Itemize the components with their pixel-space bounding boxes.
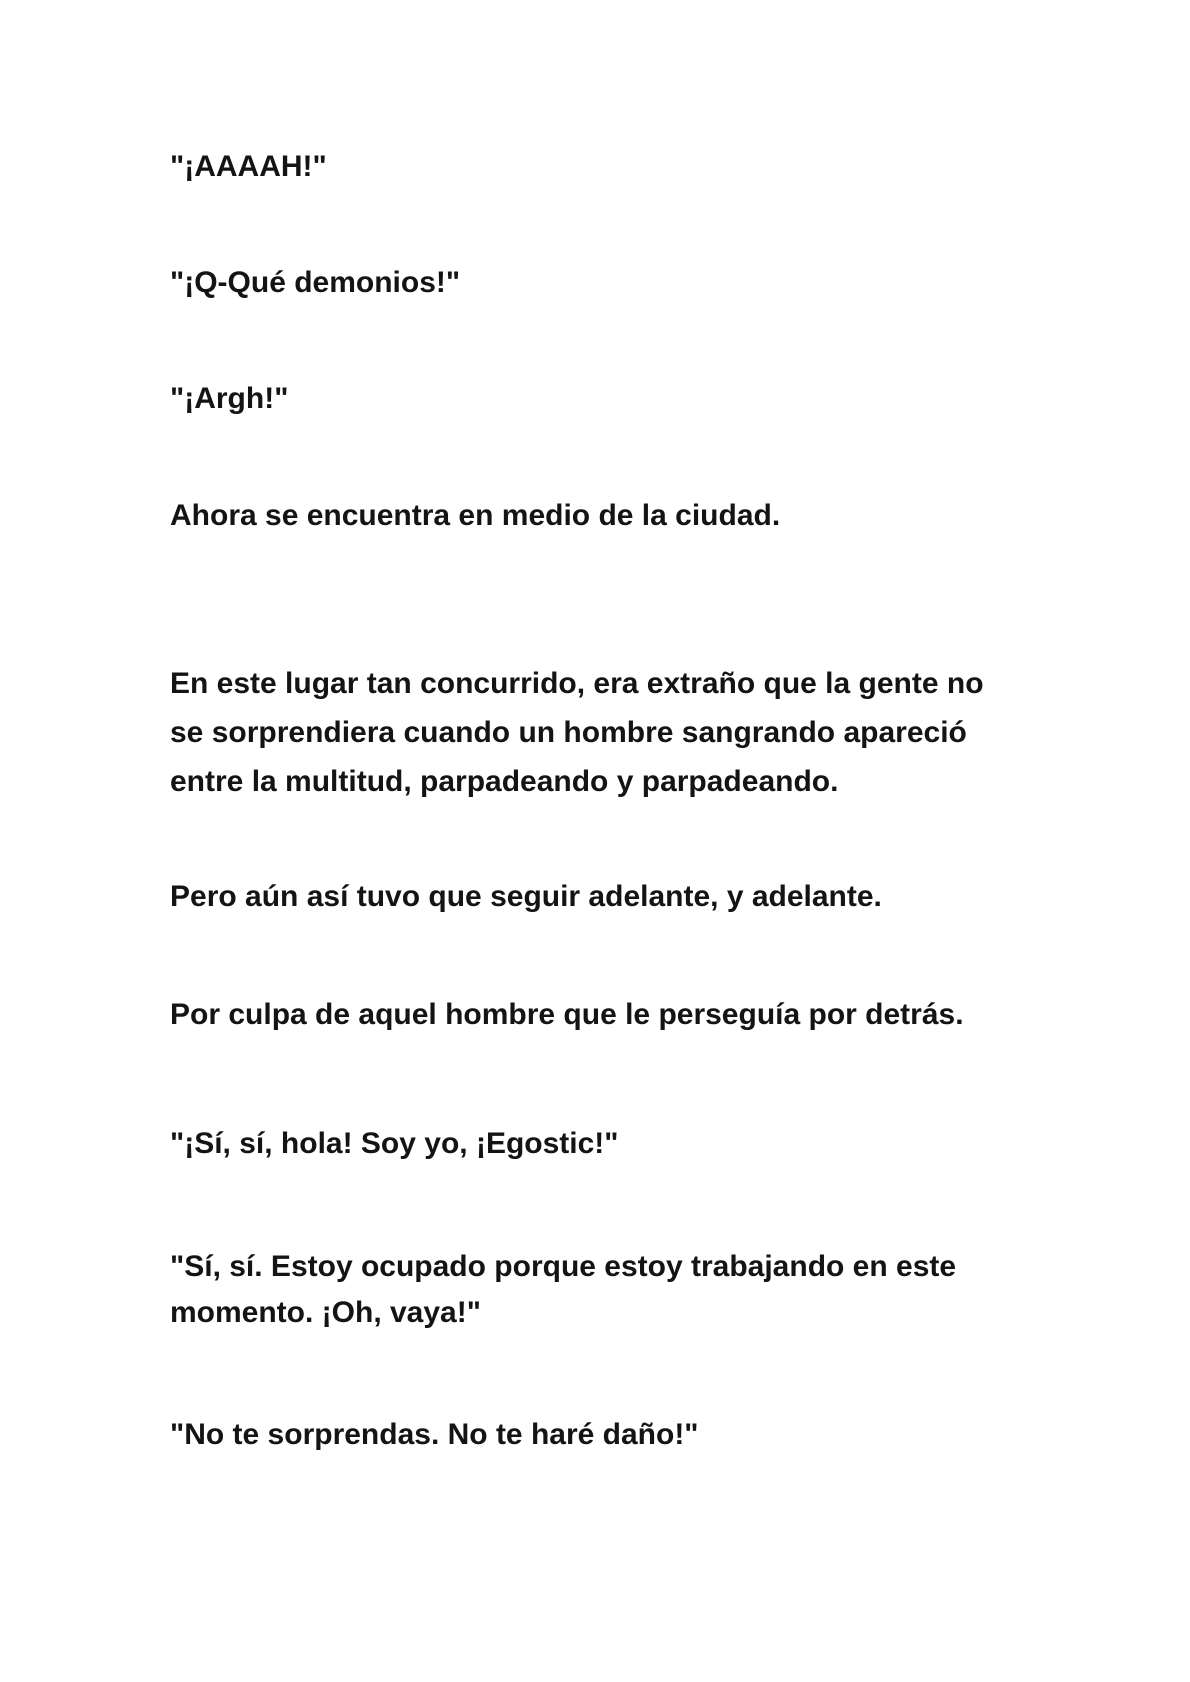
paragraph-8	[170, 1119, 1050, 1168]
text-line: "¡AAAAH!"	[170, 150, 327, 183]
paragraph-10	[170, 1410, 1050, 1459]
text-line: entre la multitud, parpadeando y parpadeando.	[170, 765, 839, 798]
paragraph-3	[170, 374, 1050, 423]
text-line: momento. ¡Oh, vaya!"	[170, 1296, 481, 1329]
text-line: En este lugar tan concurrido, era extraño que la gente no	[170, 667, 984, 700]
text-line: "Sí, sí. Estoy ocupado porque estoy trabajando en este	[170, 1250, 957, 1283]
paragraph-4	[170, 491, 1050, 540]
text-line: Ahora se encuentra en medio de la ciudad.	[170, 499, 781, 532]
paragraph-1	[170, 142, 1050, 191]
text-line: Por culpa de aquel hombre que le perseguía por detrás.	[170, 998, 964, 1031]
text-line: Pero aún así tuvo que seguir adelante, y adelante.	[170, 880, 882, 913]
text-line: "No te sorprendas. No te haré daño!"	[170, 1418, 699, 1451]
text-line: "¡Argh!"	[170, 382, 289, 415]
paragraph-2	[170, 258, 1050, 307]
text-line: "¡Sí, sí, hola! Soy yo, ¡Egostic!"	[170, 1127, 619, 1160]
paragraph-7	[170, 990, 1050, 1039]
paragraph-9	[170, 1244, 1050, 1336]
paragraph-5	[170, 659, 1050, 806]
paragraph-6	[170, 872, 1050, 921]
text-line: se sorprendiera cuando un hombre sangrando apareció	[170, 716, 967, 749]
text-line: "¡Q-Qué demonios!"	[170, 266, 461, 299]
